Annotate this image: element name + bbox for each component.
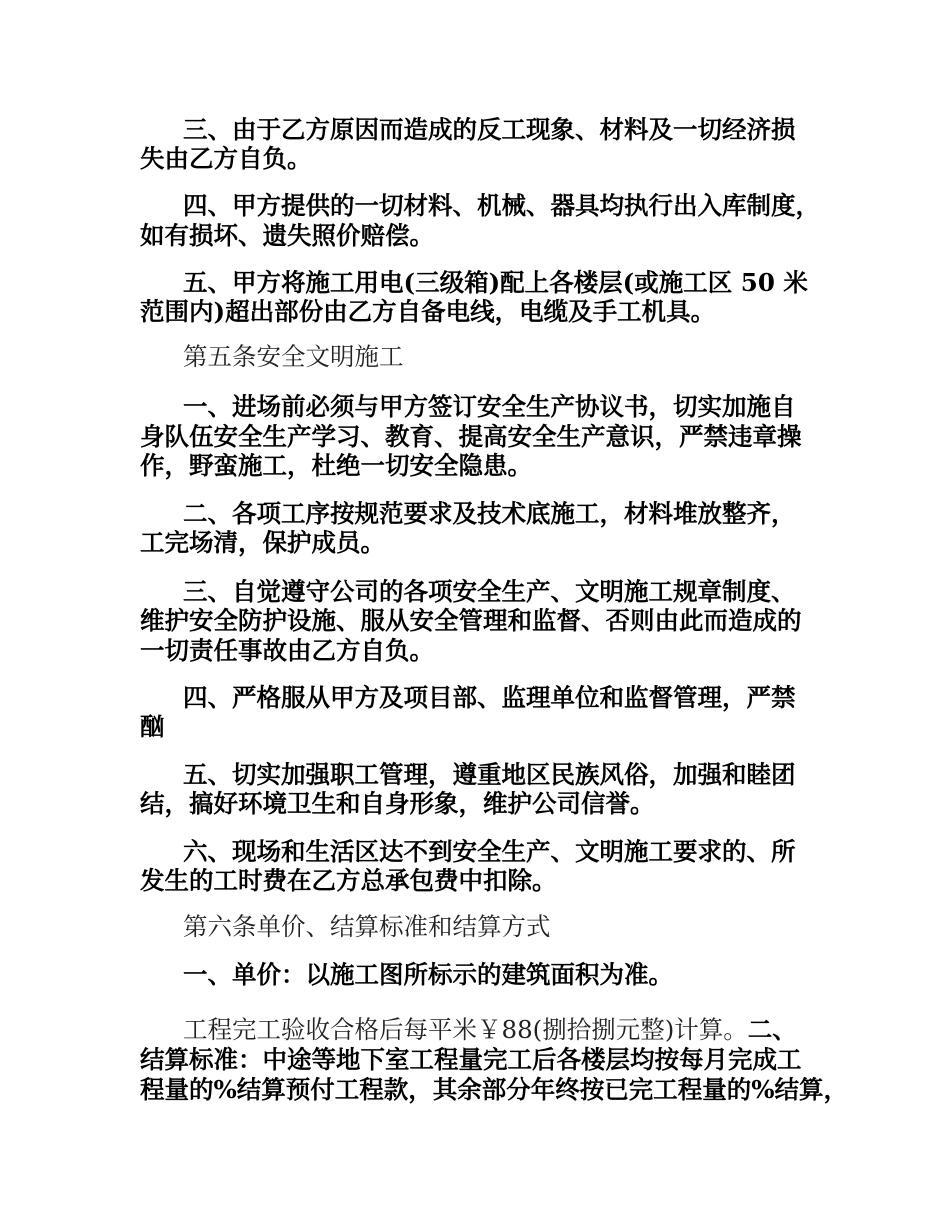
text-line: [183, 191, 820, 221]
text-line: [183, 115, 796, 145]
text-span: 作，野蛮施工，杜绝一切安全隐患。: [140, 451, 532, 480]
text-span: 如有损坏、遗失照价赔偿。: [140, 221, 434, 250]
text-line: [183, 268, 808, 298]
text-line: [183, 1015, 797, 1045]
text-span: 工程完工验收合格后每平米￥88(捌拾捌元整)计算。: [183, 1015, 748, 1044]
text-span: 二、: [747, 1015, 797, 1044]
text-line: [140, 297, 715, 327]
text-line: [140, 636, 434, 666]
text-span: 结，搞好环境卫生和自身形象，维护公司信誉。: [140, 789, 655, 818]
text-line: [140, 221, 434, 251]
text-span: 五、切实加强职工管理，遵重地区民族风俗，加强和睦团: [183, 760, 796, 789]
text-line: [140, 606, 802, 636]
text-span: 工完场清，保护成员。: [140, 528, 385, 557]
text-span: 失由乙方自负。: [140, 144, 312, 173]
text-span: 酗: [140, 712, 165, 741]
text-span: 一切责任事故由乙方自负。: [140, 636, 434, 665]
text-line: [183, 960, 673, 990]
text-line: [183, 683, 796, 713]
text-span: 五、甲方将施工用电(三级箱)配上各楼层(或施工区 50 米: [183, 268, 808, 297]
text-line: [140, 144, 312, 174]
text-line: [183, 577, 796, 607]
text-line: [183, 342, 404, 372]
text-span: 一、单价：以施工图所标示的建筑面积为准。: [183, 960, 673, 989]
text-span: 六、现场和生活区达不到安全生产、文明施工要求的、所: [183, 837, 796, 866]
text-line: [140, 712, 165, 742]
text-line: [140, 451, 532, 481]
text-span: 三、自觉遵守公司的各项安全生产、文明施工规章制度、: [183, 577, 796, 606]
text-span: 范围内)超出部份由乙方自备电线，电缆及手工机具。: [140, 297, 716, 326]
text-span: 发生的工时费在乙方总承包费中扣除。: [140, 866, 557, 895]
text-line: [183, 499, 796, 529]
text-line: [183, 837, 796, 867]
text-span: 三、由于乙方原因而造成的反工现象、材料及一切经济损: [183, 115, 796, 144]
text-span: 结算标准：中途等地下室工程量完工后各楼层均按每月完成工: [140, 1045, 802, 1074]
text-line: [140, 1075, 848, 1105]
text-line: [183, 760, 796, 790]
text-line: [183, 392, 796, 422]
text-line: [140, 866, 557, 896]
text-line: [140, 1045, 802, 1075]
text-line: [140, 528, 385, 558]
text-span: 四、甲方提供的一切材料、机械、器具均执行出入库制度，: [183, 191, 820, 220]
text-line: [140, 789, 655, 819]
text-span: 程量的%结算预付工程款，其余部分年终按已完工程量的%结算，: [140, 1075, 849, 1104]
text-span: 四、严格服从甲方及项目部、监理单位和监督管理，严禁: [183, 683, 796, 712]
text-span: 第五条安全文明施工: [183, 342, 404, 371]
text-span: 二、各项工序按规范要求及技术底施工，材料堆放整齐，: [183, 499, 796, 528]
text-span: 一、进场前必须与甲方签订安全生产协议书，切实加施自: [183, 392, 796, 421]
text-span: 维护安全防护设施、服从安全管理和监督、否则由此而造成的: [140, 606, 802, 635]
text-span: 身队伍安全生产学习、教育、提高安全生产意识，严禁违章操: [140, 422, 802, 451]
text-span: 第六条单价、结算标准和结算方式: [183, 912, 551, 941]
text-line: [140, 422, 802, 452]
text-line: [183, 912, 551, 942]
